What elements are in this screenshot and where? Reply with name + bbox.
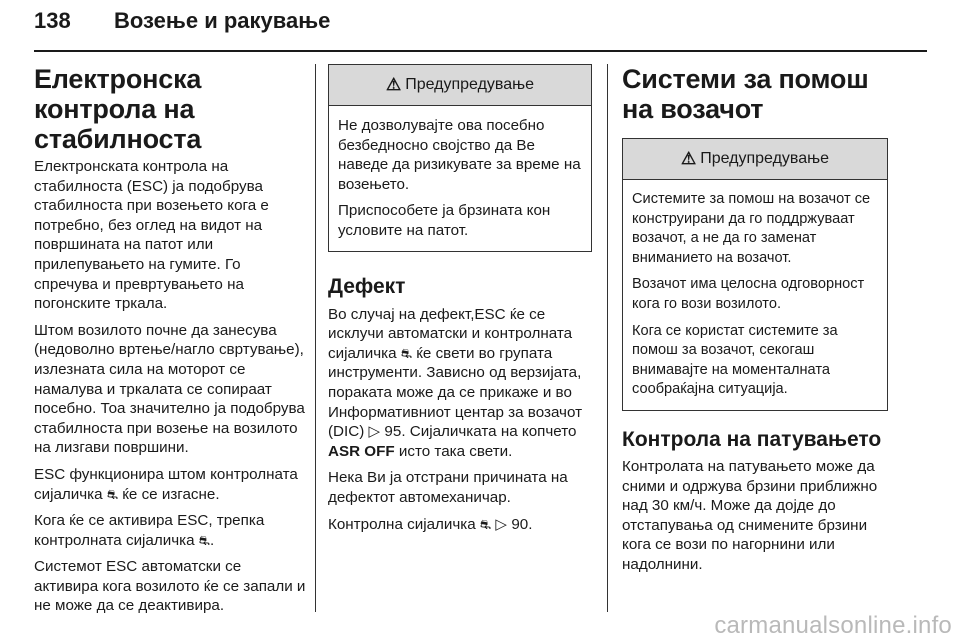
page-ref-icon: ▷ — [495, 515, 508, 533]
esc-lamp-icon: ⛐ — [400, 345, 413, 361]
column-divider-2 — [607, 64, 608, 612]
warning-title: Предупредување — [405, 76, 535, 93]
esc-lamp-icon: ⛐ — [106, 486, 119, 502]
page-header — [34, 6, 927, 50]
warning-body — [329, 106, 591, 251]
warning-header — [623, 139, 887, 180]
section-title-driver-assistance: Системи за помош на возачот — [622, 64, 869, 124]
warning-text: Кога се користат системите за помош за возачот, секогаш внимавајте на моменталната сообраќајна ситуација. — [632, 322, 838, 398]
warning-icon: ⚠ — [680, 149, 697, 168]
warning-body — [623, 180, 887, 410]
warning-text: Не дозволувајте ова посебно безбедносно својство да Ве наведе да ризикувате за време на возењето. — [338, 117, 581, 193]
esc-lamp-icon: ⛐ — [479, 516, 492, 532]
paragraph: ESC функционира штом контролната сијаличка ⛐ ќе се изгасне. — [34, 465, 298, 503]
warning-title: Предупредување — [700, 150, 830, 167]
warning-text: Системите за помош на возачот се конструирани да го поддржуваат возачот, а не да го заменат вниманието на возачот. — [632, 191, 871, 266]
warning-text: Возачот има целосна одговорност кога го вози возилото. — [632, 276, 865, 312]
asr-off-button-label: ASR OFF — [328, 442, 395, 460]
esc-lamp-icon: ⛐ — [198, 532, 211, 548]
section-title-cruise-control: Контрола на патувањето — [622, 427, 882, 451]
warning-text: Приспособете ја брзината кон условите на патот. — [338, 202, 551, 239]
section-title-malfunction: Дефект — [328, 274, 406, 298]
warning-icon: ⚠ — [385, 75, 402, 94]
column-malfunction — [328, 64, 592, 534]
paragraph: Нека Ви ја отстрани причината на дефектот автомеханичар. — [328, 469, 568, 506]
header-divider — [34, 50, 927, 52]
paragraph: Контролна сијаличка ⛐ ▷ 90. — [328, 515, 533, 533]
paragraph: Системот ESC автоматски се активира кога возилото ќе се запали и не може да се деактивира. — [34, 558, 306, 615]
paragraph: Во случај на дефект,ESC ќе се исклучи автоматски и контролната сијаличка ⛐ ќе свети во групата инструменти. Зависно од верзијата, пораката може да се прикаже и во Информативниот центар за возачот (DIC) ▷ 95. Сијаличката на копчето ASR OFF исто така свети. — [328, 305, 583, 460]
page-reference-link[interactable]: 90 — [511, 515, 529, 533]
paragraph: Штом возилото почне да занесува (недоволно вртење/нагло свртување), излезната сила на моторот се намалува и тркалата се сопираат посебно. Тоа значително ја подобрува стабилноста при возење на возилото на лизгави површини. — [34, 321, 305, 457]
warning-box — [328, 64, 592, 252]
warning-header — [329, 65, 591, 106]
column-driver-assistance — [622, 64, 888, 575]
paragraph: Кога ќе се активира ESC, трепка контролната сијаличка ⛐. — [34, 512, 265, 549]
section-title-esc: Електронска контрола на стабилноста — [34, 64, 202, 154]
paragraph: Контролата на патувањето може да сними и одржува брзини приближно над 30 км/ч. Може да дојде до отстапувања од снимените брзини кога се вози по нагорнини или надолнини. — [622, 457, 878, 573]
column-esc — [34, 64, 306, 616]
page-reference-link[interactable]: 95 — [384, 423, 402, 441]
page-ref-icon: ▷ — [368, 423, 381, 441]
column-divider-1 — [315, 64, 316, 612]
page-number: 138 — [34, 8, 71, 33]
warning-box — [622, 138, 888, 411]
watermark: carmanualsonline.info — [714, 612, 952, 639]
chapter-title: Возење и ракување — [114, 8, 331, 33]
paragraph: Електронската контрола на стабилноста (ESC) ја подобрува стабилноста при возењето кога е потребно, без оглед на видот на површината на патот или прилепувањето на гумите. Го спречува и превртувањето на погонските тркала. — [34, 158, 269, 313]
